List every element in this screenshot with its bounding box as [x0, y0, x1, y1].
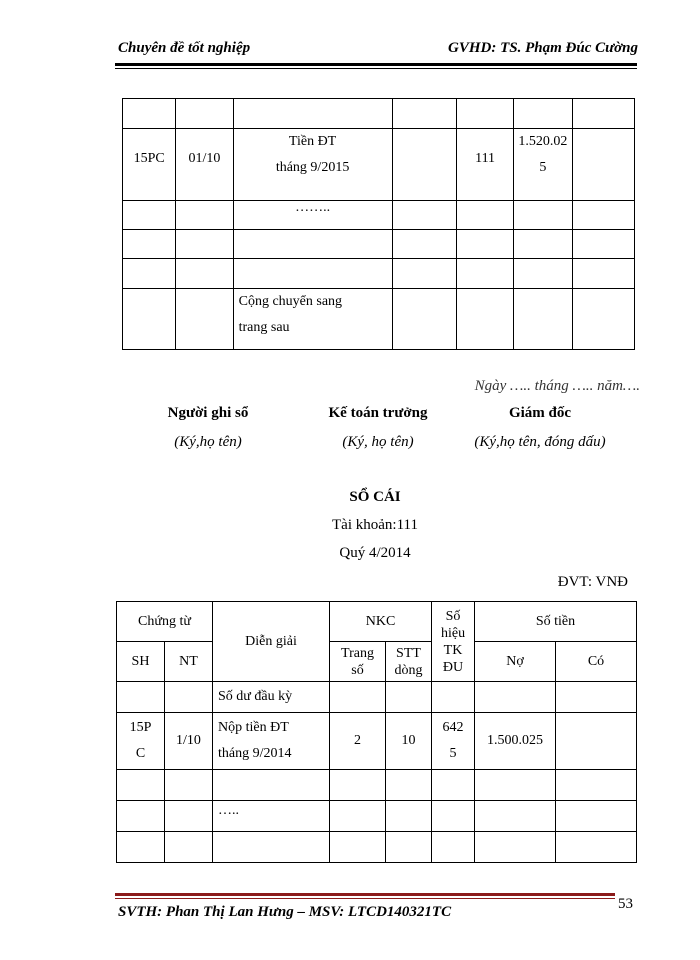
table-cell: [123, 259, 176, 289]
description-cell: Nộp tiền ĐT tháng 9/2014: [213, 713, 330, 770]
account-no-header: Số hiệu TK ĐU: [432, 602, 475, 682]
header-rule-thin: [115, 68, 637, 69]
description-header: Diễn giải: [213, 602, 330, 682]
page-cell: 2: [330, 713, 386, 770]
debit-cell: 1.500.025: [475, 713, 556, 770]
account-cell: 6425: [432, 713, 475, 770]
table-cell: [572, 99, 634, 129]
table-cell: [176, 201, 233, 230]
signature-role: Người ghi sổ: [167, 405, 249, 421]
table-cell: [392, 201, 456, 230]
table-cell: [456, 259, 513, 289]
table-cell: [456, 230, 513, 259]
line-header: STT dòng: [386, 642, 432, 682]
sh-cell: [117, 832, 165, 863]
table-cell: [123, 99, 176, 129]
amount-header: Số tiền: [475, 602, 637, 642]
table-cell: [456, 201, 513, 230]
signature-role: Kế toán trưởng: [328, 405, 428, 421]
page-header: Trang số: [330, 642, 386, 682]
account-cell: [432, 801, 475, 832]
page-cell: [330, 682, 386, 713]
carry-forward-label: Cộng chuyển sang trang sau: [233, 289, 392, 350]
debit-header: Nợ: [475, 642, 556, 682]
table-cell: [514, 259, 572, 289]
account-cell: [432, 682, 475, 713]
table-cell: [514, 201, 572, 230]
unit-label: ĐVT: VNĐ: [557, 574, 628, 590]
signature-note: (Ký, họ tên): [342, 434, 414, 450]
footer-rule-thin: [115, 898, 615, 899]
description-cell: Số dư đầu kỳ: [213, 682, 330, 713]
credit-cell: [556, 770, 637, 801]
table-cell: [514, 99, 572, 129]
ledger-period: Quý 4/2014: [339, 545, 411, 561]
table-row: [123, 230, 635, 259]
page-number: 53: [618, 896, 633, 912]
sh-cell: [117, 770, 165, 801]
account-cell: [432, 770, 475, 801]
table-cell: [123, 230, 176, 259]
table-cell: [392, 259, 456, 289]
date-line: Ngày ….. tháng ….. năm….: [474, 378, 640, 394]
description-cell: [213, 832, 330, 863]
table-cell: [176, 289, 233, 350]
line-cell: [386, 801, 432, 832]
page-cell: [330, 770, 386, 801]
credit-cell: [556, 801, 637, 832]
header-right: GVHD: TS. Phạm Đúc Cường: [448, 40, 638, 56]
description: Tiền ĐT tháng 9/2015: [233, 129, 392, 201]
table-cell: [392, 289, 456, 350]
table-cell: [456, 99, 513, 129]
table-cell: [392, 99, 456, 129]
table-cell: [233, 259, 392, 289]
account-cell: [432, 832, 475, 863]
debit-cell: [475, 682, 556, 713]
table-cell: [392, 129, 456, 201]
nt-header: NT: [165, 642, 213, 682]
ellipsis: ……..: [233, 201, 392, 230]
table-row: [117, 801, 637, 832]
page-cell: [330, 801, 386, 832]
line-cell: 10: [386, 713, 432, 770]
table-cell: [572, 230, 634, 259]
page-cell: [330, 832, 386, 863]
voucher-number: 15PC: [123, 129, 176, 201]
general-ledger-table: [116, 601, 637, 863]
table-row: [117, 832, 637, 863]
journal-table-continued: [122, 98, 635, 350]
table-cell: [392, 230, 456, 259]
nt-cell: 1/10: [165, 713, 213, 770]
voucher-date: 01/10: [176, 129, 233, 201]
table-cell: [176, 99, 233, 129]
sh-cell: 15PC: [117, 713, 165, 770]
table-cell: [572, 129, 634, 201]
table-row: [123, 259, 635, 289]
footer-text: SVTH: Phan Thị Lan Hưng – MSV: LTCD140321TC: [118, 904, 452, 920]
ledger-account: Tài khoản:111: [332, 517, 418, 533]
sh-cell: [117, 801, 165, 832]
header-row: [117, 602, 637, 642]
sh-header: SH: [117, 642, 165, 682]
table-cell: [572, 259, 634, 289]
line-cell: [386, 682, 432, 713]
credit-cell: [556, 713, 637, 770]
credit-cell: [556, 832, 637, 863]
table-cell: [233, 99, 392, 129]
footer-rule: [115, 893, 615, 896]
sh-cell: [117, 682, 165, 713]
signature-recorder: [148, 405, 268, 451]
table-row: [117, 682, 637, 713]
nkc-header: NKC: [330, 602, 432, 642]
table-cell: [123, 289, 176, 350]
ledger-title: SỔ CÁI: [349, 489, 401, 505]
signature-note: (Ký,họ tên): [174, 434, 242, 450]
header-rule: [115, 63, 637, 66]
table-cell: [514, 289, 572, 350]
line-cell: [386, 770, 432, 801]
header-row: [117, 642, 637, 682]
debit-cell: [475, 801, 556, 832]
signature-role: Giám đốc: [508, 405, 572, 421]
voucher-header: Chứng từ: [117, 602, 213, 642]
nt-cell: [165, 801, 213, 832]
signature-director: [460, 405, 620, 451]
nt-cell: [165, 682, 213, 713]
amount: 1.520.025: [514, 129, 572, 201]
account-number: 111: [456, 129, 513, 201]
nt-cell: [165, 770, 213, 801]
table-cell: [456, 289, 513, 350]
signature-chief-accountant: [308, 405, 448, 451]
table-cell: [176, 259, 233, 289]
table-cell: [572, 201, 634, 230]
table-cell: [514, 230, 572, 259]
table-row: [123, 201, 635, 230]
header-left: Chuyên đề tốt nghiệp: [118, 40, 251, 56]
credit-header: Có: [556, 642, 637, 682]
table-cell: [572, 289, 634, 350]
table-row: [123, 99, 635, 129]
table-row: [123, 129, 635, 201]
credit-cell: [556, 682, 637, 713]
nt-cell: [165, 832, 213, 863]
table-row: [117, 713, 637, 770]
debit-cell: [475, 770, 556, 801]
table-row: [117, 770, 637, 801]
table-cell: [176, 230, 233, 259]
description-cell: …..: [213, 801, 330, 832]
table-cell: [123, 201, 176, 230]
description-cell: [213, 770, 330, 801]
table-row: [123, 289, 635, 350]
table-cell: [233, 230, 392, 259]
line-cell: [386, 832, 432, 863]
debit-cell: [475, 832, 556, 863]
signature-note: (Ký,họ tên, đóng dấu): [474, 434, 606, 450]
